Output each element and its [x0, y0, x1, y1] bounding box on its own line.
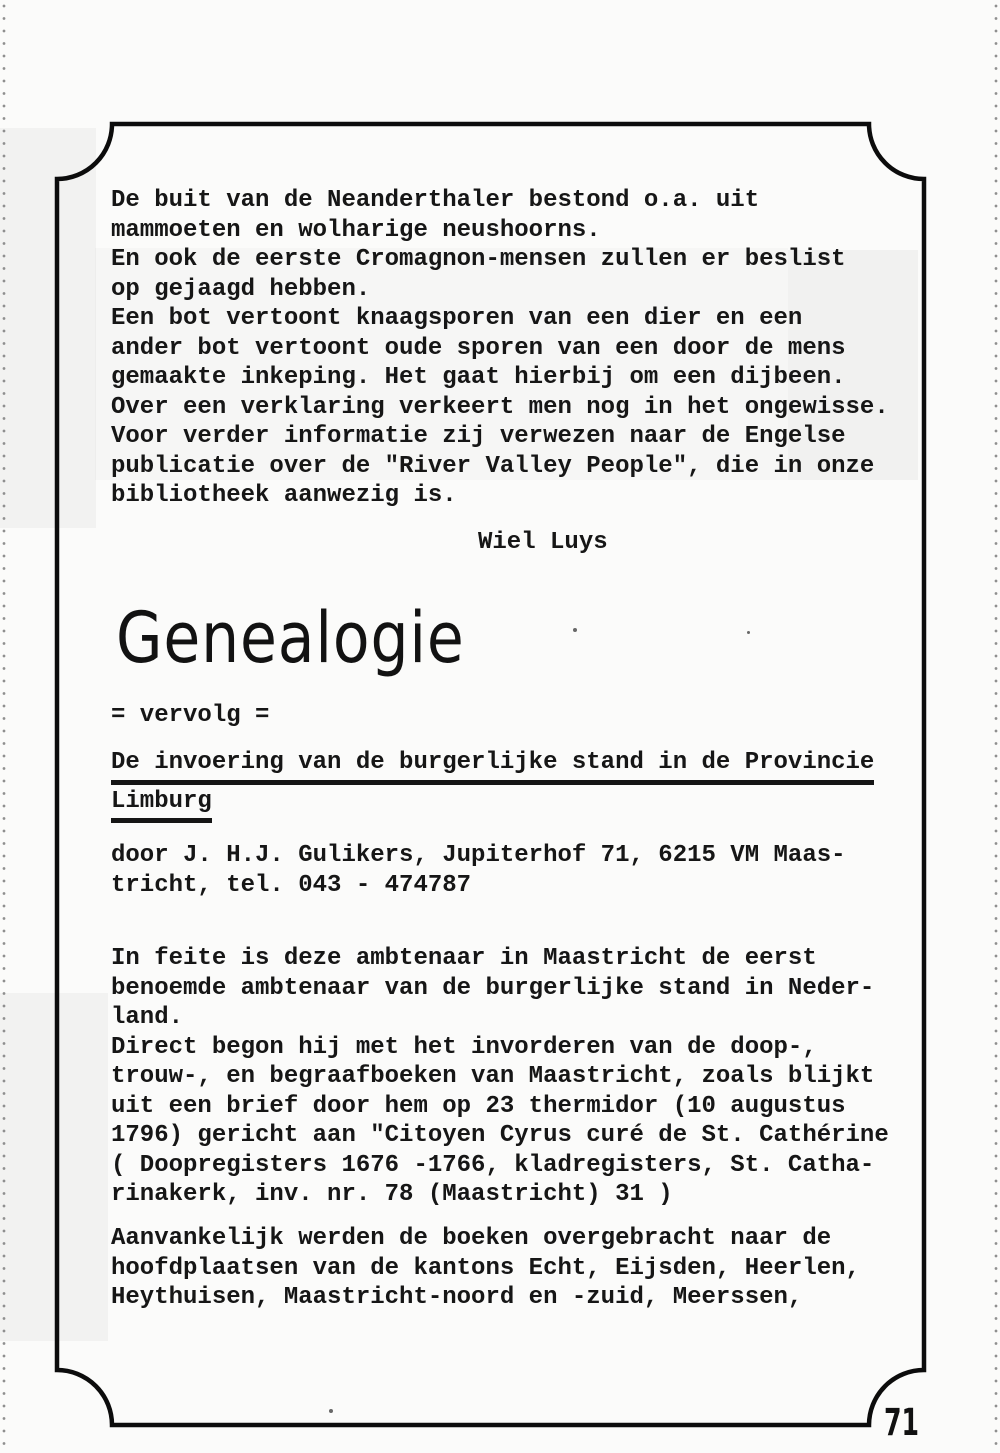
- text-line: uit een brief door hem op 23 thermidor (10 augustus: [111, 1092, 846, 1120]
- intro-paragraph: [111, 186, 889, 511]
- text-line: mammoeten en wolharige neushoorns.: [111, 216, 601, 244]
- text-line: De buit van de Neanderthaler bestond o.a. uit: [111, 187, 760, 214]
- text-line: rinakerk, inv. nr. 78 (Maastricht) 31 ): [111, 1181, 673, 1208]
- text-line: Limburg: [111, 787, 212, 824]
- text-line: benoemde ambtenaar van de burgerlijke stand in Neder-: [111, 974, 875, 1002]
- text-line: Een bot vertoont knaagsporen van een dier en een: [111, 305, 803, 332]
- article-title: [111, 748, 874, 825]
- scan-speck: [747, 631, 750, 634]
- text-line: Voor verder informatie zij verwezen naar de Engelse: [111, 423, 846, 450]
- text-line: Direct begon hij met het invorderen van de doop-,: [111, 1033, 817, 1061]
- scan-shading: [0, 993, 108, 1341]
- article-paragraph-1: [111, 944, 889, 1210]
- text-line: Over een verklaring verkeert men nog in het ongewisse.: [111, 393, 889, 421]
- text-line: Aanvankelijk werden de boeken overgebracht naar de: [111, 1225, 832, 1252]
- text-line: 1796) gericht aan "Citoyen Cyrus curé de St. Cathérine: [111, 1122, 889, 1149]
- text-line: tricht, tel. 043 - 474787: [111, 871, 472, 899]
- text-line: ander bot vertoont oude sporen van een door de mens: [111, 334, 846, 362]
- author-signature: Wiel Luys: [478, 529, 608, 556]
- article-author: [111, 841, 846, 900]
- text-line: op gejaagd hebben.: [111, 275, 371, 303]
- perforation-dots-left: [0, 0, 8, 1453]
- text-line: In feite is deze ambtenaar in Maastricht de eerst: [111, 945, 817, 972]
- text-line: door J. H.J. Gulikers, Jupiterhof 71, 6215 VM Maas-: [111, 842, 846, 869]
- text-line: Heythuisen, Maastricht-noord en -zuid, Meerssen,: [111, 1284, 803, 1311]
- text-line: hoofdplaatsen van de kantons Echt, Eijsden, Heerlen,: [111, 1254, 860, 1282]
- continuation-note: = vervolg =: [111, 702, 270, 729]
- text-line: bibliotheek aanwezig is.: [111, 482, 457, 509]
- perforation-dots-right: [992, 0, 1000, 1453]
- article-paragraph-2: [111, 1224, 860, 1313]
- text-line: gemaakte inkeping. Het gaat hierbij om een dijbeen.: [111, 364, 846, 391]
- text-line: publicatie over de "River Valley People", die in onze: [111, 452, 875, 480]
- text-line: land.: [111, 1004, 184, 1031]
- scan-shading: [0, 128, 96, 528]
- scan-speck: [573, 628, 577, 632]
- text-line: trouw-, en begraafboeken van Maastricht, zoals blijkt: [111, 1063, 875, 1090]
- text-line: En ook de eerste Cromagnon-mensen zullen er beslist: [111, 246, 846, 273]
- text-line: De invoering van de burgerlijke stand in de Provincie: [111, 748, 874, 785]
- section-heading: Genealogie: [116, 597, 465, 679]
- page-number: 71: [884, 1401, 920, 1444]
- text-line: ( Doopregisters 1676 -1766, kladregisters, St. Catha-: [111, 1151, 875, 1179]
- scan-speck: [329, 1409, 333, 1413]
